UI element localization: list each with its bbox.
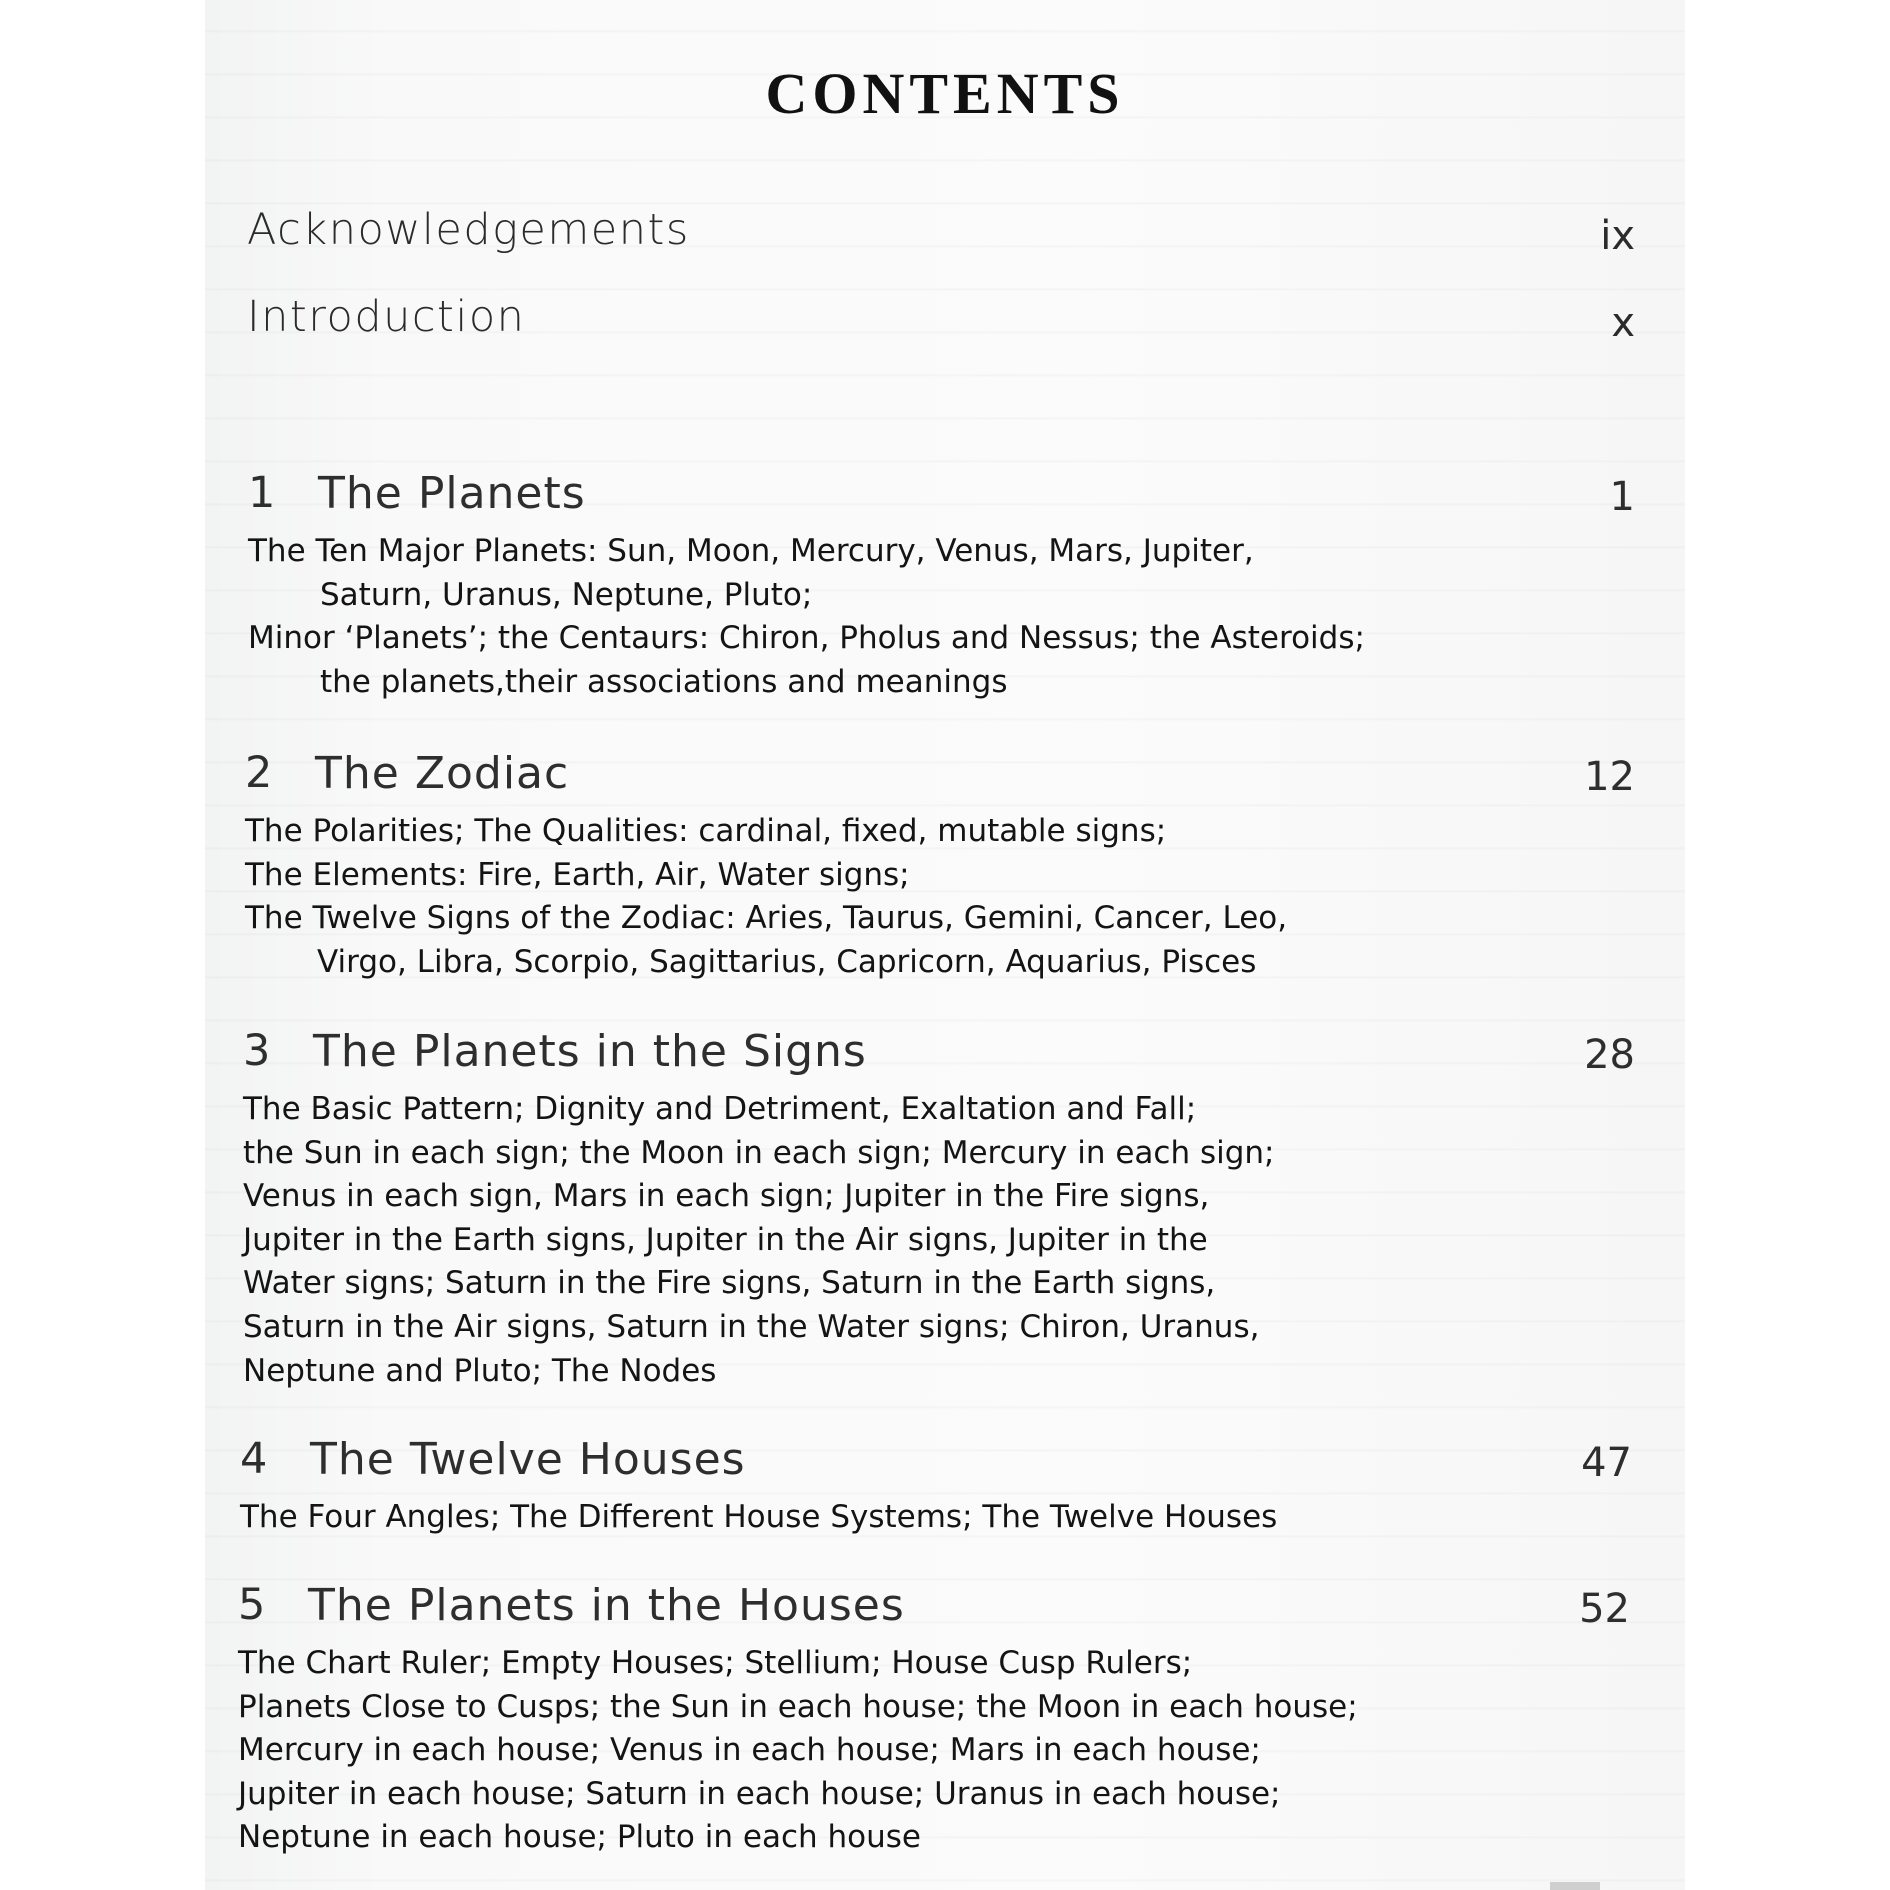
chapter-heading bbox=[240, 1434, 1632, 1496]
description-line: Virgo, Libra, Scorpio, Sagittarius, Capricorn, Aquarius, Pisces bbox=[317, 943, 1257, 980]
toc-entry-label: Acknowledgements bbox=[247, 205, 690, 255]
chapter-description bbox=[248, 530, 1635, 704]
chapter-title: The Planets bbox=[318, 468, 586, 519]
description-line: Minor ‘Planets’; the Centaurs: Chiron, Pholus and Nessus; the Asteroids; bbox=[248, 620, 1365, 657]
description-line: Water signs; Saturn in the Fire signs, Saturn in the Earth signs, bbox=[243, 1265, 1216, 1302]
chapter-title: The Twelve Houses bbox=[310, 1434, 746, 1485]
chapter-description bbox=[240, 1496, 1632, 1540]
toc-entry-page: x bbox=[1611, 300, 1635, 346]
chapter-heading bbox=[238, 1580, 1630, 1642]
description-line: The Elements: Fire, Earth, Air, Water signs; bbox=[245, 856, 910, 893]
description-line: The Basic Pattern; Dignity and Detriment, Exaltation and Fall; bbox=[243, 1091, 1197, 1127]
description-line: The Chart Ruler; Empty Houses; Stellium; House Cusp Rulers; bbox=[238, 1645, 1193, 1681]
chapter-number: 5 bbox=[238, 1580, 266, 1630]
chapter-page-number: 47 bbox=[1581, 1440, 1632, 1486]
chapter-number: 3 bbox=[243, 1026, 271, 1076]
description-line: Saturn in the Air signs, Saturn in the Water signs; Chiron, Uranus, bbox=[243, 1308, 1260, 1345]
chapter-title: The Zodiac bbox=[315, 748, 570, 799]
chapter-description bbox=[238, 1642, 1630, 1860]
page-title: CONTENTS bbox=[765, 61, 1125, 126]
chapter-3 bbox=[243, 1026, 1635, 1393]
chapter-page-number: 28 bbox=[1584, 1032, 1635, 1078]
chapter-2 bbox=[245, 748, 1635, 984]
description-line: The Ten Major Planets: Sun, Moon, Mercury, Venus, Mars, Jupiter, bbox=[248, 533, 1254, 569]
scan-edge-mark bbox=[1550, 1882, 1600, 1890]
toc-entry-acknowledgements bbox=[247, 205, 1635, 275]
chapter-description bbox=[245, 810, 1635, 984]
chapter-number: 2 bbox=[245, 748, 273, 798]
toc-entry-label: Introduction bbox=[247, 292, 526, 342]
description-line: Neptune and Pluto; The Nodes bbox=[243, 1352, 717, 1389]
description-line: Venus in each sign, Mars in each sign; Jupiter in the Fire signs, bbox=[243, 1178, 1210, 1215]
description-line: Jupiter in each house; Saturn in each house; Uranus in each house; bbox=[238, 1775, 1281, 1812]
description-line: Jupiter in the Earth signs, Jupiter in the Air signs, Jupiter in the bbox=[243, 1221, 1208, 1258]
chapter-page-number: 52 bbox=[1579, 1586, 1630, 1632]
chapter-title: The Planets in the Signs bbox=[313, 1026, 867, 1077]
book-page bbox=[205, 0, 1685, 1890]
description-line: The Twelve Signs of the Zodiac: Aries, Taurus, Gemini, Cancer, Leo, bbox=[245, 900, 1288, 937]
chapter-1 bbox=[248, 468, 1635, 704]
description-line: the planets,their associations and meanings bbox=[320, 663, 1008, 700]
description-line: The Polarities; The Qualities: cardinal, fixed, mutable signs; bbox=[245, 813, 1167, 849]
toc-entry-introduction bbox=[247, 292, 1635, 362]
chapter-description bbox=[243, 1088, 1635, 1393]
chapter-number: 1 bbox=[248, 468, 276, 518]
chapter-title: The Planets in the Houses bbox=[308, 1580, 905, 1631]
description-line: Neptune in each house; Pluto in each house bbox=[238, 1819, 921, 1856]
chapter-page-number: 1 bbox=[1609, 474, 1635, 520]
description-line: Planets Close to Cusps; the Sun in each house; the Moon in each house; bbox=[238, 1688, 1358, 1725]
chapter-page-number: 12 bbox=[1584, 754, 1635, 800]
chapter-number: 4 bbox=[240, 1434, 268, 1484]
chapter-5 bbox=[238, 1580, 1630, 1860]
chapter-4 bbox=[240, 1434, 1632, 1540]
description-line: the Sun in each sign; the Moon in each sign; Mercury in each sign; bbox=[243, 1134, 1275, 1171]
toc-entry-page: ix bbox=[1600, 213, 1635, 259]
description-line: Saturn, Uranus, Neptune, Pluto; bbox=[320, 576, 813, 613]
description-line: The Four Angles; The Different House Systems; The Twelve Houses bbox=[240, 1499, 1278, 1535]
description-line: Mercury in each house; Venus in each house; Mars in each house; bbox=[238, 1732, 1261, 1769]
chapter-heading bbox=[243, 1026, 1635, 1088]
chapter-heading bbox=[245, 748, 1635, 810]
chapter-heading bbox=[248, 468, 1635, 530]
